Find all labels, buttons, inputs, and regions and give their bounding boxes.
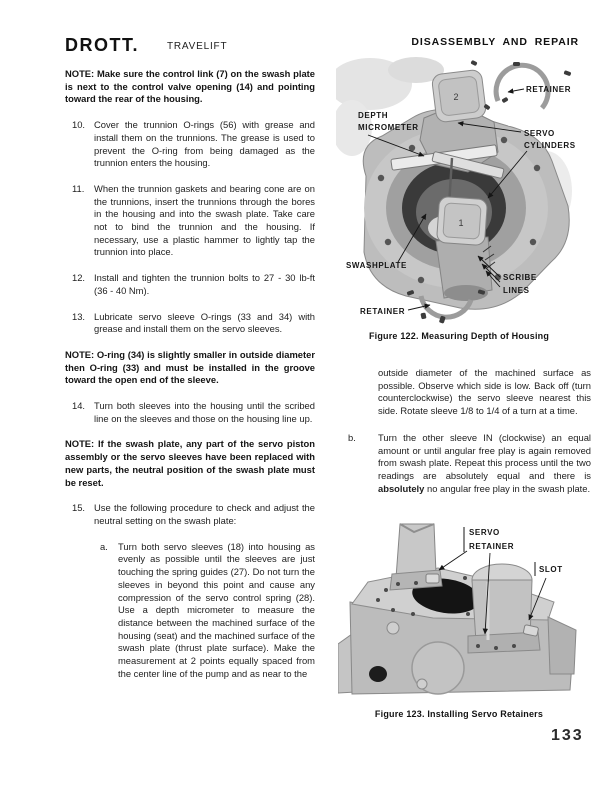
- cylinder-number-1: 1: [458, 218, 464, 228]
- servo-retainer-label-line1: SERVO: [469, 528, 500, 537]
- figure-123-caption: Figure 123. Installing Servo Retainers: [374, 709, 544, 719]
- item-number: 10.: [72, 119, 86, 131]
- retainer-bottom-label: RETAINER: [360, 307, 406, 316]
- figure-122-caption: Figure 122. Measuring Depth of Housing: [368, 331, 550, 341]
- servo-cylinder-1: [436, 196, 495, 301]
- servo-cylinders-label-line2: CYLINDERS: [524, 141, 576, 150]
- list-item-13: [65, 311, 315, 336]
- model-name: TRAVELIFT: [167, 41, 228, 52]
- note-paragraph: NOTE: O-ring (34) is slightly smaller in outside diameter then O-ring (33) and must be installed in the groove toward the open end of the sleeve.: [65, 348, 315, 386]
- servo-sleeve-left: [390, 524, 442, 590]
- note-paragraph: NOTE: If the swash plate, any part of the servo piston assembly or the servo sleeves have been replaced with new parts, the neutral position of the swash plate must be reset.: [65, 438, 315, 488]
- item-text: Cover the trunnion O-rings (56) with grease and install them on the trunnions. The grease is used to prevent the O-ring from being damaged as the trunnion enters the housing.: [94, 119, 315, 169]
- list-item-15: [65, 502, 315, 527]
- item-text: Install and tighten the trunnion bolts to 27 - 30 lb-ft (36 - 40 Nm).: [94, 272, 315, 296]
- list-item-10: [65, 119, 315, 170]
- list-item-12: [65, 272, 315, 297]
- cylinder-number-2: 2: [453, 92, 459, 102]
- left-column: [65, 68, 315, 693]
- item-number: 14.: [72, 400, 86, 412]
- scribe-lines-label-line2: LINES: [503, 286, 530, 295]
- item-text: Use the following procedure to check and adjust the neutral setting on the swash plate:: [94, 502, 315, 526]
- item-text-bold: absolutely: [378, 482, 425, 494]
- item-number: 12.: [72, 272, 86, 284]
- servo-retainer-label-line2: RETAINER: [469, 542, 515, 551]
- figure-123-photo: [338, 522, 580, 705]
- item-number: 11.: [72, 182, 85, 194]
- item-number: 13.: [72, 310, 86, 322]
- item-number: a.: [100, 540, 108, 552]
- section-title: DISASSEMBLY AND REPAIR: [411, 36, 579, 48]
- swashplate-label: SWASHPLATE: [346, 261, 407, 270]
- right-column: [348, 367, 591, 495]
- slot-label: SLOT: [539, 565, 563, 574]
- note-paragraph: NOTE: Make sure the control link (7) on the swash plate is next to the control valve opening (14) and pointing toward the rear of the housing.: [65, 68, 315, 105]
- item-number: b.: [348, 431, 356, 443]
- scribe-lines-label-line1: SCRIBE: [503, 273, 537, 282]
- depth-micrometer-label-line1: DEPTH: [358, 111, 389, 120]
- item-text: Turn both servo sleeves (18) into housing as evenly as possible until the sleeves are just touching the spring guides (27). Do not turn the sleeves in beyond this point and cause any compression of the servo control spring (28). Use a depth micrometer to measure the distance between the machined surface of the housing (seat) and the machined surface of the swash plate (thrust plate surface). Make the measurement at 2 points equally spaced from the center line of the pump and as near to the: [118, 540, 315, 679]
- paragraph-continuation: outside diameter of the machined surface as possible. Observe which side is low. Back off (turn counterclockwise) the servo sleeve nearest this side. Rotate sleeve 1/8 to 1/4 of a turn at a time.: [378, 367, 591, 417]
- item-text: [378, 432, 591, 496]
- page-number: 133: [551, 727, 584, 744]
- figure-122-photo: [336, 56, 580, 328]
- pump-housing-block: [338, 568, 576, 694]
- list-subitem-a: [65, 541, 315, 681]
- item-text-post: no angular free play in the swash plate.: [424, 482, 591, 494]
- item-text: Lubricate servo sleeve O-rings (33 and 34) with grease and install them on the servo sleeves.: [94, 310, 315, 335]
- brand-logo: DROTT.: [65, 35, 139, 55]
- retainer-top-label: RETAINER: [526, 85, 572, 94]
- item-text: Turn both sleeves into the housing until the scribed line on the sleeves and those on the housing line up.: [94, 400, 315, 424]
- servo-cylinders-label-line1: SERVO: [524, 129, 555, 138]
- item-text-pre: Turn the other sleeve IN (clockwise) an equal amount or until angular free play is again removed from swash plate. Repeat this process until the two readings are absolutely equal and there is: [378, 431, 591, 481]
- item-text: When the trunnion gaskets and bearing cone are on the trunnions, insert the trunnions through the bores in the housing and into the swash plate. Take care not to bind the trunnion and the housing. If necessary, use a plastic hammer to lightly tap the trunnion into place.: [94, 182, 315, 258]
- servo-sleeve-right: [468, 564, 540, 653]
- item-number: 15.: [72, 502, 86, 514]
- depth-micrometer-label-line2: MICROMETER: [358, 123, 419, 132]
- list-subitem-b: [348, 432, 591, 496]
- list-item-11: [65, 183, 315, 259]
- list-item-14: [65, 400, 315, 425]
